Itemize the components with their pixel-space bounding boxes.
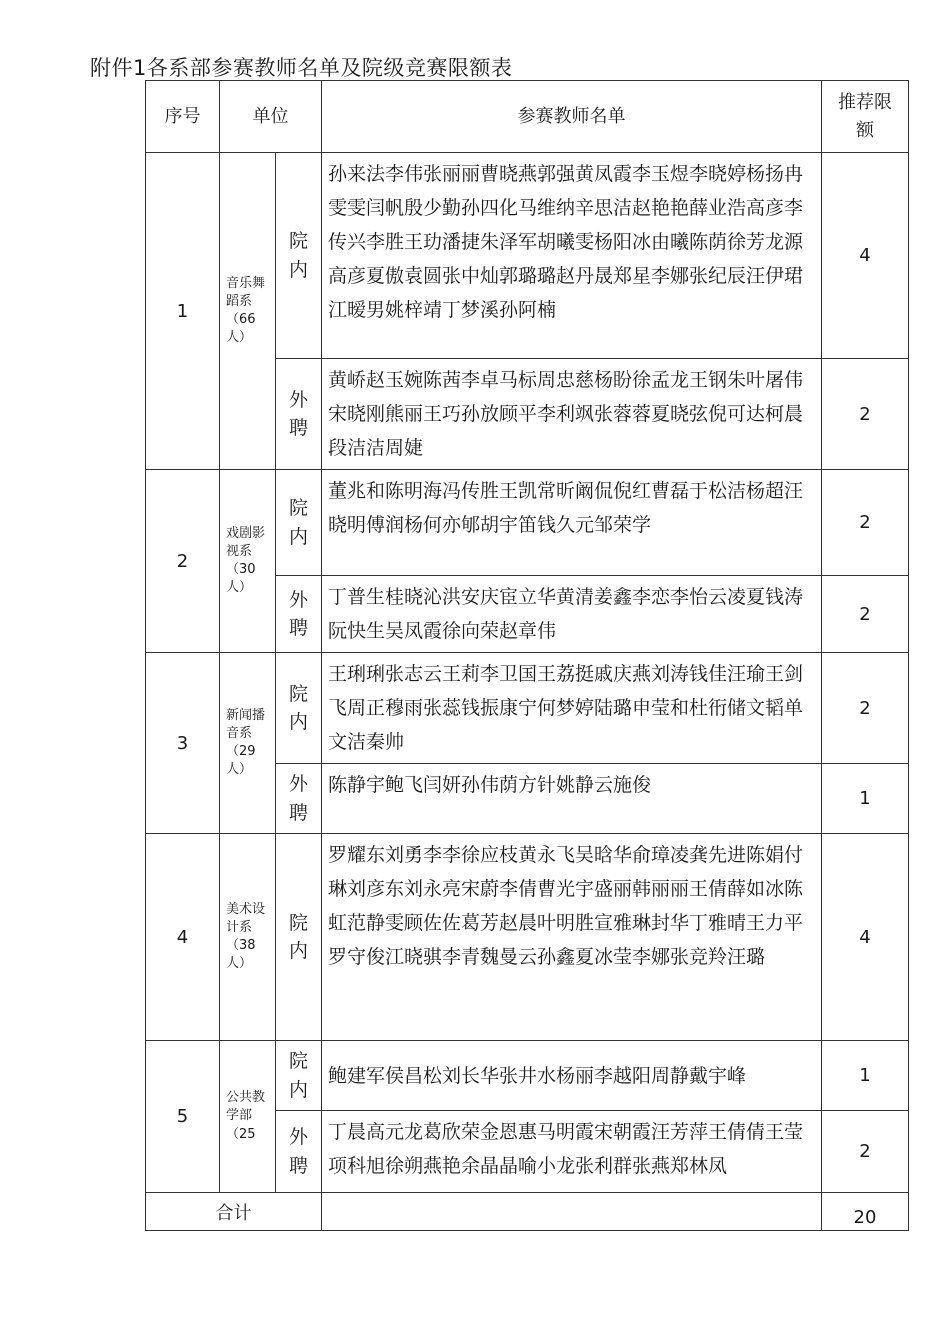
row-type: 外聘 [276,1111,322,1193]
row-number: 4 [146,834,220,1041]
row-names: 黄峤赵玉婉陈茜李卓马标周忠慈杨盼徐孟龙王钢朱叶屠伟宋晓刚熊丽王巧孙放顾平李利飒张蓉蓉夏晓弦倪可达柯晨段洁洁周婕 [322,359,822,470]
row-names: 鲍建军侯昌松刘长华张井水杨丽李越阳周静戴宇峰 [322,1041,822,1111]
quota-table [145,80,909,1231]
row-unit: 戏剧影视系（30人） [220,470,276,653]
table-row [146,470,909,576]
row-unit: 新闻播音系（29人） [220,653,276,834]
total-names-empty [322,1193,822,1231]
total-value: 20 [822,1193,909,1231]
total-label: 合计 [146,1193,322,1231]
row-type: 院内 [276,153,322,359]
row-number: 2 [146,470,220,653]
row-unit: 音乐舞蹈系（66人） [220,153,276,470]
header-names: 参赛教师名单 [322,81,822,153]
row-number: 1 [146,153,220,470]
header-unit: 单位 [220,81,322,153]
row-limit: 2 [822,1111,909,1193]
row-names: 丁晨高元龙葛欣荣金恩惠马明霞宋朝霞汪芳萍王倩倩王莹项科旭徐朔燕艳余晶晶喻小龙张利群张燕郑林凤 [322,1111,822,1193]
row-names: 孙来法李伟张丽丽曹晓燕郭强黄凤霞李玉煜李晓婷杨扬冉雯雯闫帆殷少勤孙四化马维纳辛思洁赵艳艳薛业浩高彦李传兴李胜王玏潘捷朱泽军胡曦雯杨阳冰由曦陈荫徐芳龙源高彦夏傲袁圆张中灿郭璐璐赵丹晟郑星李娜张纪辰汪伊珺江暧男姚梓靖丁梦溪孙阿楠 [322,153,822,359]
row-type: 院内 [276,1041,322,1111]
row-limit: 4 [822,834,909,1041]
table-row [146,653,909,764]
row-limit: 2 [822,359,909,470]
row-limit: 4 [822,153,909,359]
row-names: 王琍琍张志云王莉李卫国王荔挺戚庆燕刘涛钱佳汪瑜王剑飞周正穆雨张蕊钱振康宁何梦婷陆璐申莹和杜衎储文韬单文洁秦帅 [322,653,822,764]
row-number: 3 [146,653,220,834]
header-no: 序号 [146,81,220,153]
table-header-row [146,81,909,153]
row-names: 罗耀东刘勇李李徐应枝黄永飞吴晗华俞璋凌龚先进陈娟付琳刘彦东刘永亮宋蔚李倩曹光宇盛丽韩丽丽王倩薛如冰陈虹范静雯顾佐佐葛芳赵晨叶明胜宣雅琳封华丁雅晴王力平罗守俊江晓骐李青魏曼云孙鑫夏冰莹李娜张竞羚汪璐 [322,834,822,1041]
row-limit: 2 [822,470,909,576]
table-row [146,834,909,1041]
row-limit: 1 [822,1041,909,1111]
row-names: 丁普生桂晓沁洪安庆宦立华黄清姜鑫李恋李怡云凌夏钱涛阮快生吴凤霞徐向荣赵章伟 [322,576,822,653]
page-title: 附件1各系部参赛教师名单及院级竞赛限额表 [90,56,513,80]
row-limit: 1 [822,764,909,834]
row-type: 院内 [276,834,322,1041]
row-unit: 美术设计系（38人） [220,834,276,1041]
row-type: 外聘 [276,359,322,470]
row-type: 外聘 [276,576,322,653]
table-row [146,153,909,359]
row-unit: 公共教学部（25 [220,1041,276,1193]
row-limit: 2 [822,576,909,653]
row-type: 院内 [276,470,322,576]
row-names: 董兆和陈明海冯传胜王凯常昕阚侃倪红曹磊于松洁杨超汪晓明傅润杨何亦郇胡宇笛钱久元邹荣学 [322,470,822,576]
row-names: 陈静宇鲍飞闫妍孙伟荫方针姚静云施俊 [322,764,822,834]
row-number: 5 [146,1041,220,1193]
row-type: 外聘 [276,764,322,834]
row-type: 院内 [276,653,322,764]
row-limit: 2 [822,653,909,764]
table-row [146,1041,909,1111]
total-row [146,1193,909,1231]
header-limit: 推荐限额 [822,81,909,153]
